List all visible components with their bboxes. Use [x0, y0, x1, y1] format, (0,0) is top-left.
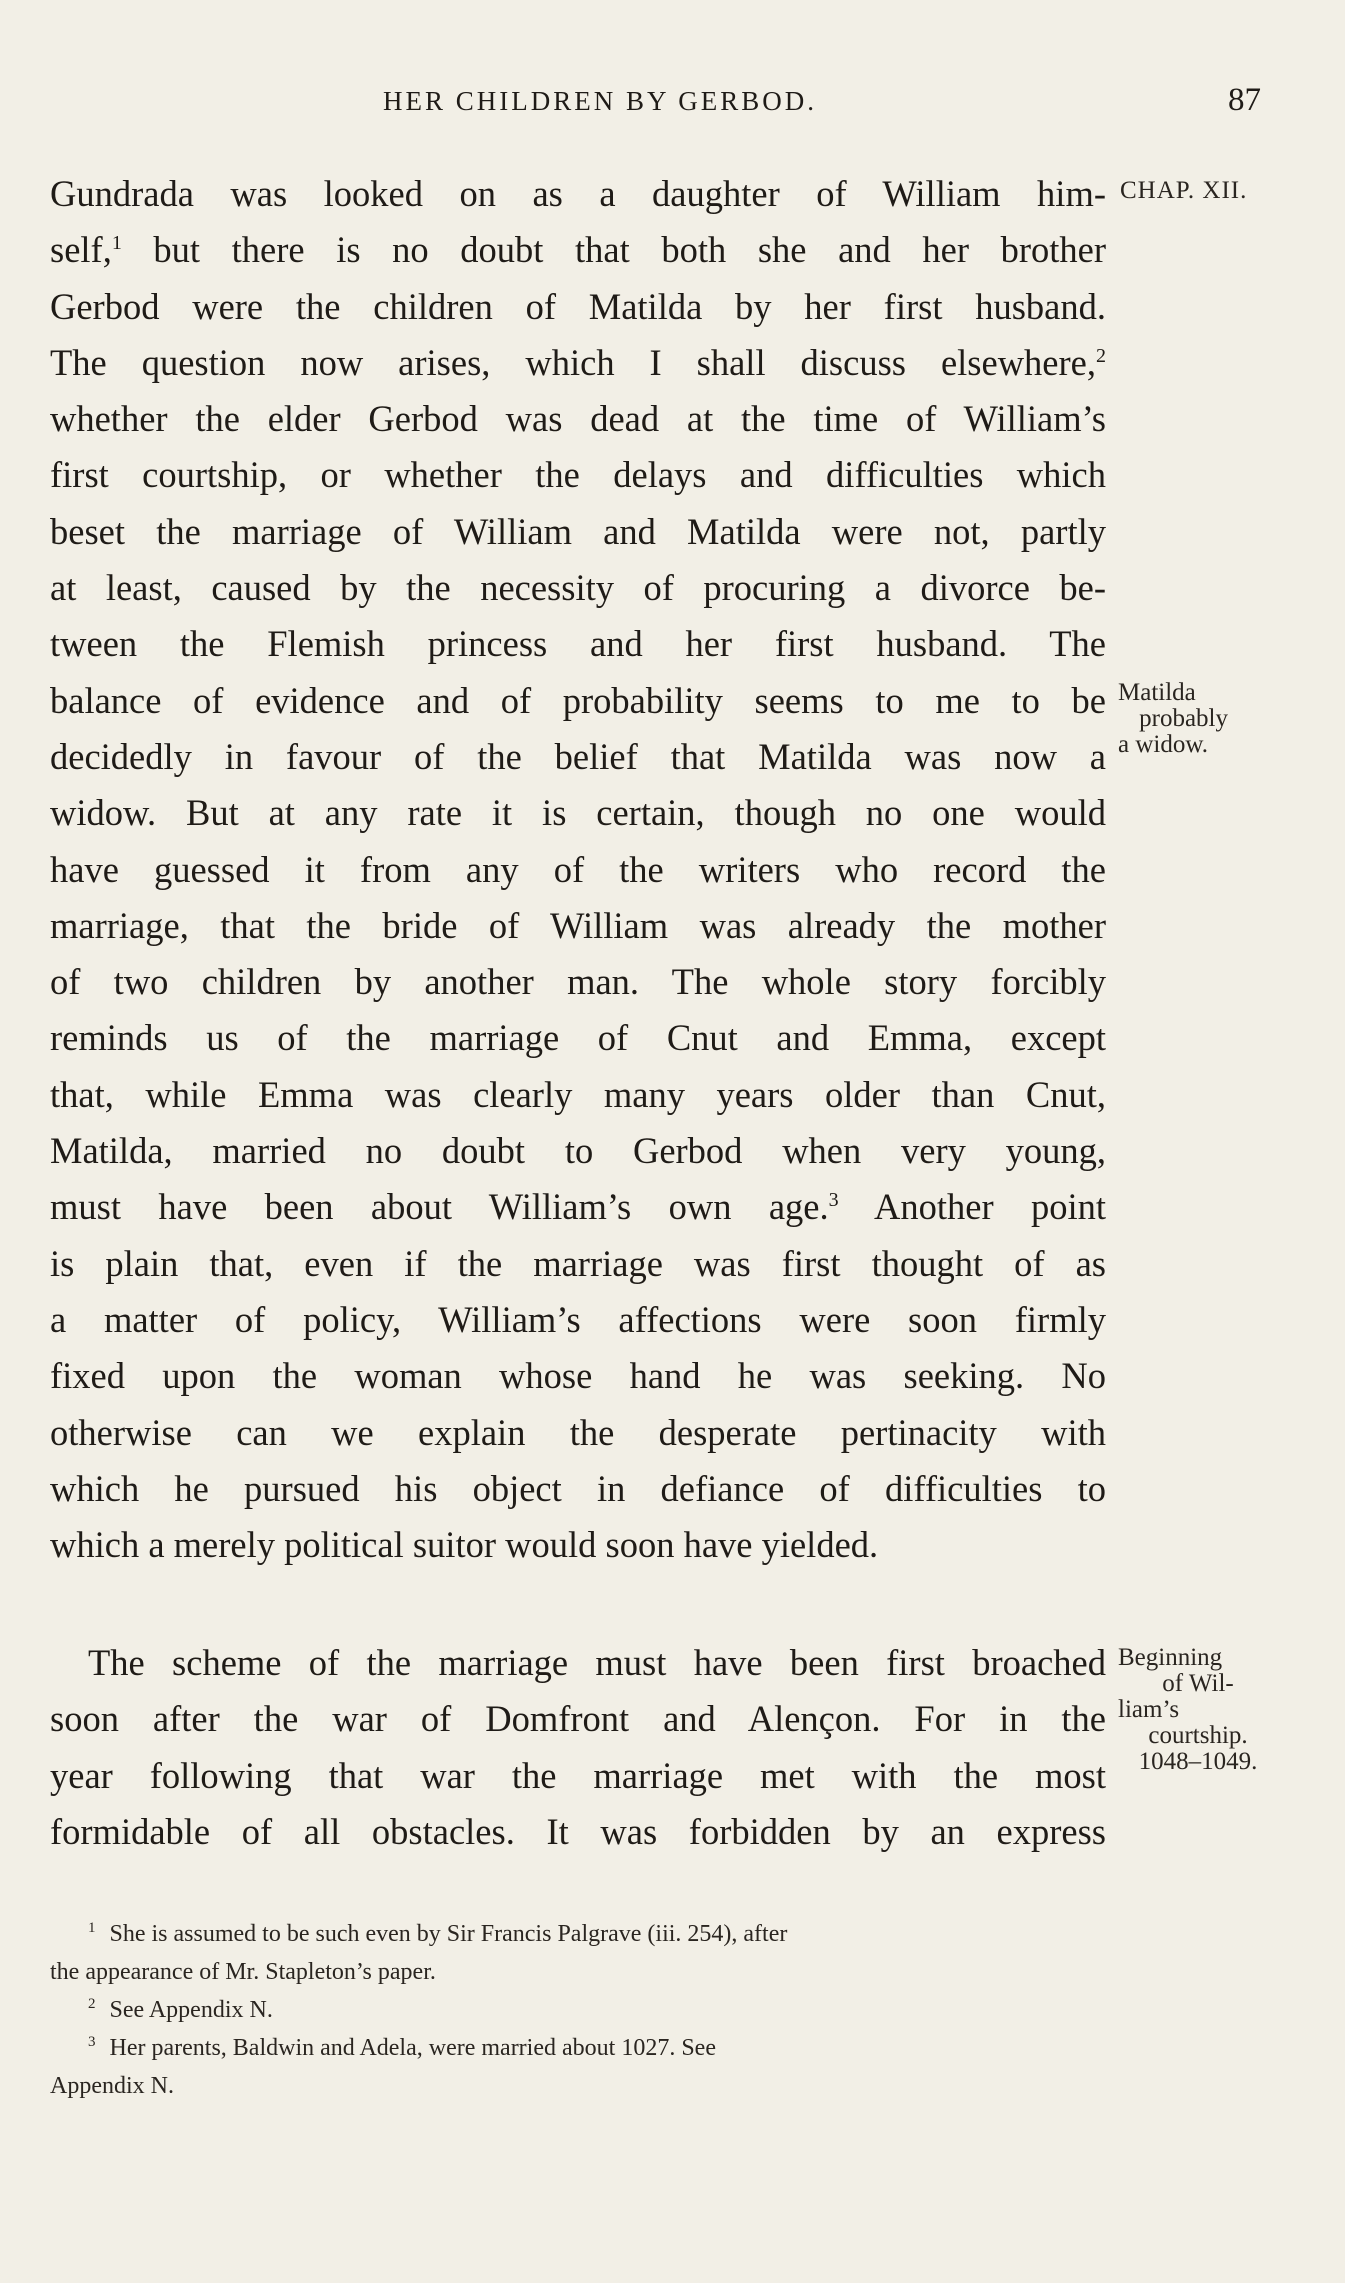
text-line — [50, 1179, 1106, 1235]
line-text: but there is no doubt that both she and her brother — [121, 229, 1106, 271]
text-line — [50, 447, 1106, 503]
margin-note-line: of Wil- — [1162, 1670, 1234, 1697]
line-text: fixed upon the woman whose hand he was seeking. No — [50, 1355, 1106, 1397]
footnote-ref: 3 — [828, 1189, 839, 1212]
footnote-mark: 1 — [88, 1920, 96, 1936]
margin-note-line: 1048–1049. — [1138, 1748, 1258, 1775]
line-text: marriage, that the bride of William was already the mother — [50, 904, 1106, 946]
text-line — [50, 1010, 1106, 1066]
margin-note-line: Matilda — [1118, 679, 1196, 706]
line-text: reminds us of the marriage of Cnut and Emma, except — [50, 1017, 1106, 1059]
text-line — [50, 1461, 1106, 1517]
footnote-ref: 1 — [111, 232, 122, 255]
text-line — [50, 222, 1106, 278]
text-line — [50, 1067, 1106, 1123]
line-text: beset the marriage of William and Matilda were not, partly — [50, 510, 1106, 552]
text-line — [50, 1236, 1106, 1292]
footnote-line — [50, 1953, 1150, 1991]
line-text: widow. But at any rate it is certain, though no one would — [50, 792, 1106, 834]
line-text: Matilda, married no doubt to Gerbod when very young, — [50, 1130, 1106, 1172]
text-line — [50, 842, 1106, 898]
text-line — [50, 1635, 1106, 1691]
line-text: Gerbod were the children of Matilda by her first husband. — [50, 285, 1106, 327]
text-line — [50, 729, 1106, 785]
footnote-mark: 2 — [88, 1996, 96, 2012]
line-text: that, while Emma was clearly many years older than Cnut, — [50, 1073, 1106, 1115]
footnote-line — [50, 2029, 1150, 2067]
line-text: have guessed it from any of the writers who record the — [50, 848, 1106, 890]
text-line — [50, 504, 1106, 560]
line-text: The question now arises, which I shall discuss elsewhere, — [50, 341, 1096, 383]
running-title: HER CHILDREN BY GERBOD. — [382, 86, 817, 116]
line-text: which a merely political suitor would soon have yielded. — [50, 1524, 879, 1566]
text-line — [50, 1804, 1106, 1860]
line-text: Another point — [838, 1186, 1107, 1228]
footnote-text: She is assumed to be such even by Sir Francis Palgrave (iii. 254), after — [109, 1921, 788, 1947]
line-text: must have been about William’s own age. — [50, 1186, 829, 1228]
margin-note-line: a widow. — [1118, 731, 1209, 758]
footnote-text: Her parents, Baldwin and Adela, were married about 1027. See — [109, 2035, 716, 2061]
text-line — [50, 166, 1106, 222]
margin-note-line: liam’s — [1118, 1696, 1180, 1723]
text-line — [50, 1517, 1106, 1573]
footnote-text: Appendix N. — [50, 2073, 174, 2099]
text-line — [50, 1691, 1106, 1747]
line-text: Gundrada was looked on as a daughter of William him- — [50, 173, 1106, 214]
footnote-text: the appearance of Mr. Stapleton’s paper. — [50, 1959, 436, 1985]
footnote-line — [50, 1991, 1150, 2029]
line-text: The scheme of the marriage must have been first broached — [88, 1642, 1106, 1683]
footnote-line — [50, 2067, 1150, 2105]
footnote-mark: 3 — [88, 2034, 96, 2050]
text-line — [50, 673, 1106, 729]
line-text: decidedly in favour of the belief that Matilda was now a — [50, 735, 1106, 777]
text-line — [50, 1292, 1106, 1348]
page-number: 87 — [1228, 82, 1261, 118]
line-text: is plain that, even if the marriage was first thought of as — [50, 1242, 1106, 1284]
margin-note-beginning — [1118, 1645, 1278, 1775]
line-text: first courtship, or whether the delays and difficulties which — [50, 454, 1106, 496]
text-line — [50, 785, 1106, 841]
paragraph-2 — [50, 1635, 1106, 1860]
footnote-line — [50, 1915, 1150, 1953]
text-line — [50, 1405, 1106, 1461]
margin-note-line: probably — [1139, 705, 1228, 732]
line-text: which he pursued his object in defiance of difficulties to — [50, 1467, 1106, 1509]
line-text: balance of evidence and of probability seems to me to be — [50, 679, 1106, 721]
line-text: of two children by another man. The whole story forcibly — [50, 961, 1106, 1003]
text-line — [50, 391, 1106, 447]
margin-note-line: courtship. — [1148, 1722, 1248, 1749]
text-line — [50, 335, 1106, 391]
margin-note-matilda — [1118, 680, 1228, 758]
margin-note-chapter: CHAP. XII. — [1120, 177, 1248, 204]
text-line — [50, 616, 1106, 672]
footnotes — [50, 1915, 1150, 2105]
line-text: formidable of all obstacles. It was forbidden by an express — [50, 1810, 1106, 1852]
line-text: at least, caused by the necessity of procuring a divorce be- — [50, 567, 1106, 609]
text-line — [50, 1123, 1106, 1179]
text-line — [50, 1748, 1106, 1804]
line-text: otherwise can we explain the desperate pertinacity with — [50, 1411, 1106, 1453]
text-line — [50, 898, 1106, 954]
text-line — [50, 560, 1106, 616]
text-line — [50, 954, 1106, 1010]
line-text: year following that war the marriage met with the most — [50, 1754, 1106, 1796]
paragraph-1 — [50, 166, 1106, 1573]
text-line — [50, 279, 1106, 335]
line-text: soon after the war of Domfront and Alençon. For in the — [50, 1698, 1106, 1740]
line-text: a matter of policy, William’s affections were soon firmly — [50, 1298, 1106, 1340]
line-text: whether the elder Gerbod was dead at the time of William’s — [50, 398, 1106, 440]
line-text: tween the Flemish princess and her first husband. The — [50, 623, 1106, 665]
line-text: self, — [50, 229, 112, 271]
margin-note-line: Beginning — [1118, 1644, 1223, 1671]
footnote-text: See Appendix N. — [109, 1997, 273, 2023]
text-line — [50, 1348, 1106, 1404]
footnote-ref: 2 — [1096, 344, 1106, 367]
